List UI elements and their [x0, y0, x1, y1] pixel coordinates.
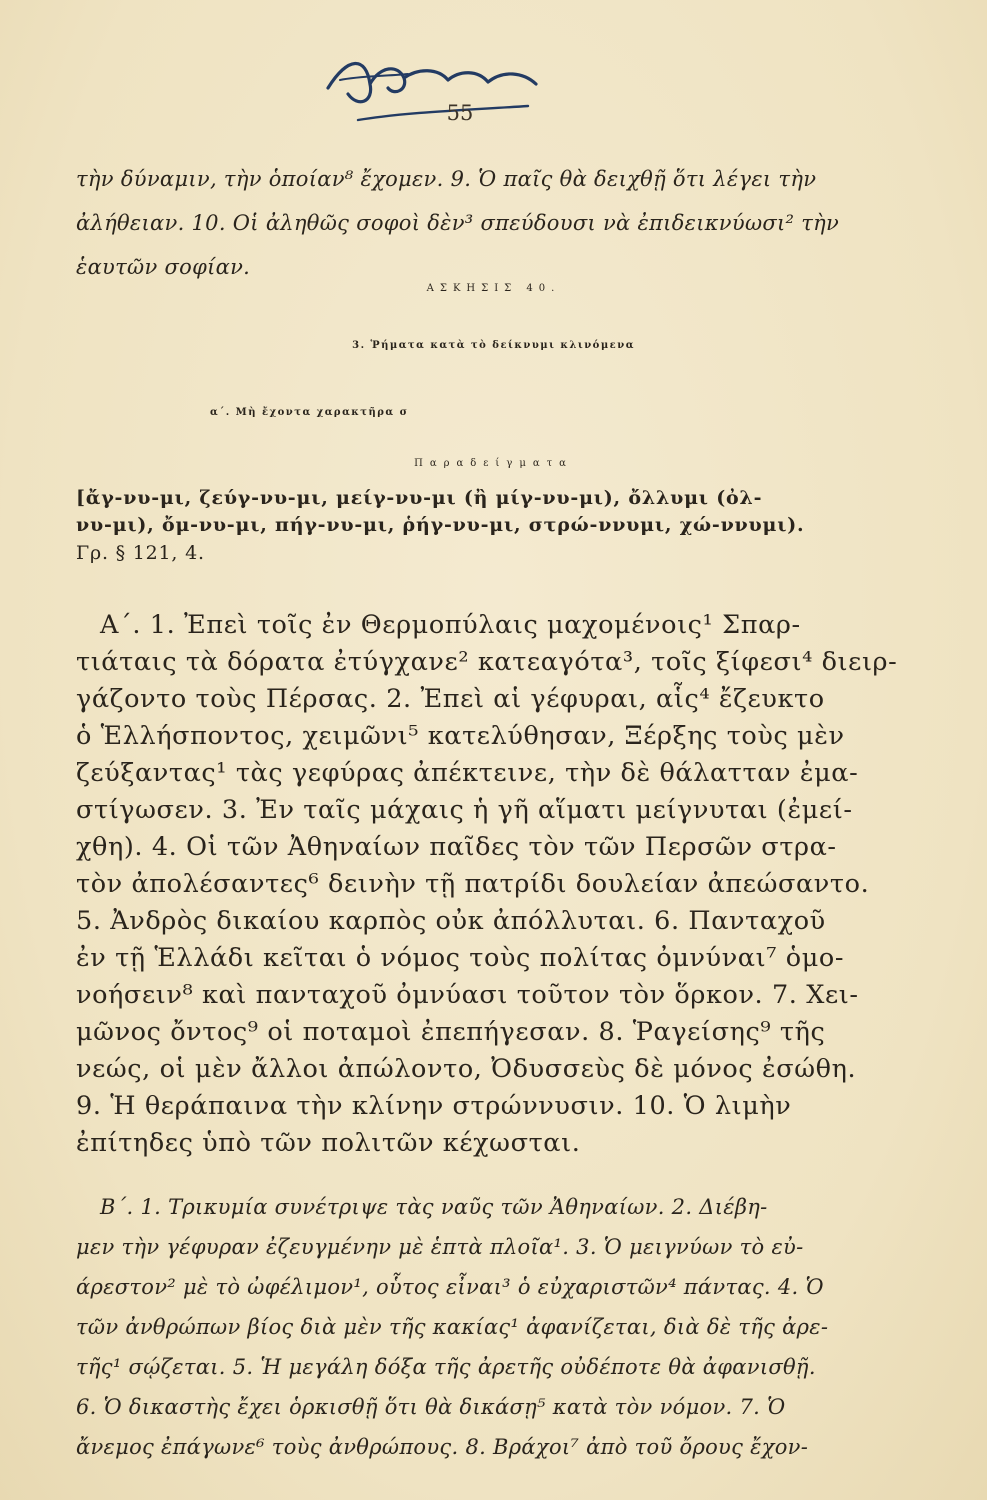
- example-line: [ἄγ-νυ-μι, ζεύγ-νυ-μι, μείγ-νυ-μι (ἢ μίγ-νυ-μι), ὄλλυμι (ὀλ-: [76, 487, 763, 509]
- section-heading: 3. Ῥήματα κατὰ τὸ δείκνυμι κλινόμενα: [352, 340, 635, 351]
- text-line: ζεύξαντας¹ τὰς γεφύρας ἀπέκτεινε, τὴν δὲ θάλατταν ἐμα-: [76, 758, 859, 788]
- text-line: τὸν ἀπολέσαντες⁶ δεινὴν τῇ πατρίδι δουλείαν ἀπεώσαντο.: [76, 869, 870, 899]
- text-line: ἐν τῇ Ἑλλάδι κεῖται ὁ νόμος τοὺς πολίτας ὀμνύναι⁷ ὁμο-: [76, 943, 845, 973]
- text-line: γάζοντο τοὺς Πέρσας. 2. Ἐπεὶ αἱ γέφυραι, αἷς⁴ ἔζευκτο: [76, 684, 825, 714]
- text-line: μῶνος ὄντος⁹ οἱ ποταμοὶ ἐπεπήγεσαν. 8. Ῥαγείσης⁹ τῆς: [76, 1017, 826, 1047]
- text-line: άρεστον² μὲ τὸ ὠφέλιμον¹, οὗτος εἶναι³ ὁ εὐχαριστῶν⁴ πάντας. 4. Ὁ: [76, 1275, 824, 1299]
- text-line: ἑαυτῶν σοφίαν.: [76, 255, 251, 279]
- text-line: τὴν δύναμιν, τὴν ὁποίαν⁸ ἔχομεν. 9. Ὁ παῖς θὰ δειχθῇ ὅτι λέγει τὴν: [76, 167, 817, 191]
- text-line: νεώς, οἱ μὲν ἄλλοι ἀπώλοντο, Ὀδυσσεὺς δὲ μόνος ἐσώθη.: [76, 1054, 857, 1084]
- text-line: ἄνεμος ἐπάγωνε⁶ τοὺς ἀνθρώπους. 8. Βράχοι⁷ ἀπὸ τοῦ ὄρους ἔχον-: [76, 1435, 809, 1459]
- sub-heading: α΄. Μὴ ἔχοντα χαρακτῆρα σ: [210, 407, 409, 418]
- text-line: ἀλήθειαν. 10. Οἱ ἀληθῶς σοφοὶ δὲν³ σπεύδουσι νὰ ἐπιδεικνύωσι² τὴν: [76, 211, 840, 235]
- examples-title: Παραδείγματα: [414, 458, 573, 469]
- page-number: 55: [446, 101, 474, 125]
- text-line: στίγωσεν. 3. Ἐν ταῖς μάχαις ἡ γῆ αἵματι μείγνυται (ἐμεί-: [76, 795, 853, 825]
- text-line: ὁ Ἑλλήσποντος, χειμῶνι⁵ κατελύθησαν, Ξέρξης τοὺς μὲν: [76, 721, 845, 751]
- text-line: ἐπίτηδες ὑπὸ τῶν πολιτῶν κέχωσται.: [76, 1128, 581, 1158]
- text-line: τῶν ἀνθρώπων βίος διὰ μὲν τῆς κακίας¹ ἀφανίζεται, διὰ δὲ τῆς ἀρε-: [76, 1315, 829, 1339]
- example-line: νυ-μι), ὄμ-νυ-μι, πήγ-νυ-μι, ῥήγ-νυ-μι, στρώ-ννυμι, χώ-ννυμι).: [76, 514, 805, 536]
- text-line: νοήσειν⁸ καὶ πανταχοῦ ὀμνύασι τοῦτον τὸν ὅρκον. 7. Χει-: [76, 980, 859, 1010]
- example-line: Γρ. § 121, 4.: [76, 542, 205, 564]
- text-line: 5. Ἀνδρὸς δικαίου καρπὸς οὐκ ἀπόλλυται. 6. Πανταχοῦ: [76, 906, 826, 936]
- text-line: μεν τὴν γέφυραν ἐζευγμένην μὲ ἑπτὰ πλοῖα¹. 3. Ὁ μειγνύων τὸ εὐ-: [76, 1235, 804, 1259]
- text-line: 9. Ἡ θεράπαινα τὴν κλίνην στρώννυσιν. 10. Ὁ λιμὴν: [76, 1091, 792, 1121]
- exercise-title: ΑΣΚΗΣΙΣ 40.: [426, 283, 561, 294]
- text-line: τῆς¹ σῴζεται. 5. Ἡ μεγάλη δόξα τῆς ἀρετῆς οὐδέποτε θὰ ἀφανισθῇ.: [76, 1355, 816, 1379]
- text-line: Α΄. 1. Ἐπεὶ τοῖς ἐν Θερμοπύλαις μαχομένοις¹ Σπαρ-: [100, 610, 801, 640]
- text-line: τιάταις τὰ δόρατα ἐτύγχανε² κατεαγότα³, τοῖς ξίφεσι⁴ διειρ-: [76, 647, 898, 677]
- text-line: Β΄. 1. Τρικυμία συνέτριψε τὰς ναῦς τῶν Ἀθηναίων. 2. Διέβη-: [100, 1195, 768, 1219]
- text-line: χθη). 4. Οἱ τῶν Ἀθηναίων παῖδες τὸν τῶν Περσῶν στρα-: [76, 832, 837, 862]
- text-line: 6. Ὁ δικαστὴς ἔχει ὁρκισθῇ ὅτι θὰ δικάσῃ⁵ κατὰ τὸν νόμον. 7. Ὁ: [76, 1395, 786, 1419]
